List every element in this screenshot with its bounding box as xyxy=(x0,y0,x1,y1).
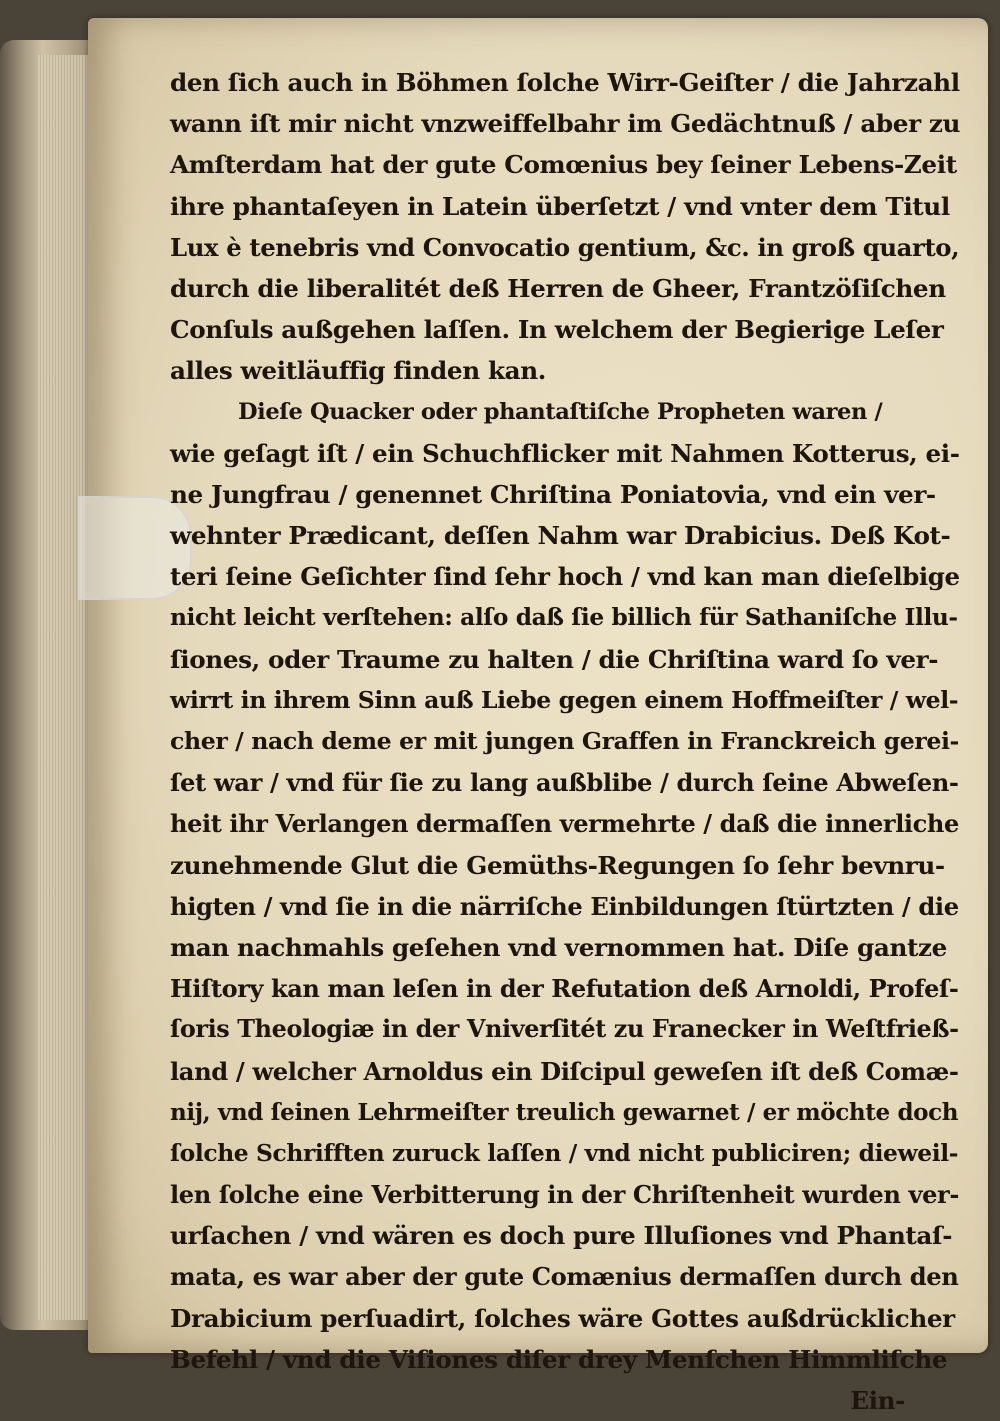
text-line: ſolche Schrifften zuruck laſſen / vnd nicht publiciren; dieweil- xyxy=(170,1138,959,1167)
text-line: den ſich auch in Böhmen ſolche Wirr-Geiſter / die Jahrzahl xyxy=(170,68,960,97)
text-line: mata, es war aber der gute Comænius dermaſſen durch den xyxy=(170,1262,959,1292)
text-line: ihre phantaſeyen in Latein überſetzt / vnd vnter dem Titul xyxy=(170,191,950,221)
text-line: land / welcher Arnoldus ein Diſcipul geweſen iſt deß Comæ- xyxy=(170,1056,959,1086)
text-line: len ſolche eine Verbitterung in der Chriſtenheit wurden ver- xyxy=(170,1180,959,1210)
text-line: ſet war / vnd für ſie zu lang außblibe / durch ſeine Abweſen- xyxy=(170,768,959,798)
text-line: wehnter Prædicant, deſſen Nahm war Drabicius. Deß Kot- xyxy=(170,521,951,551)
page-text xyxy=(170,62,970,1421)
text-line: heit ihr Verlangen dermaſſen vermehrte / daß die innerliche xyxy=(170,809,959,839)
text-line: teri ſeine Geſichter ſind ſehr hoch / vnd kan man dieſelbige xyxy=(170,562,960,592)
text-line: ſoris Theologiæ in der Vniverſitét zu Franecker in Weſtfrieß- xyxy=(170,1015,959,1044)
text-line: Befehl / vnd die Viſiones diſer drey Menſchen Himmliſche xyxy=(170,1344,948,1374)
text-line: man nachmahls geſehen vnd vernommen hat. Diſe gantze xyxy=(170,932,947,962)
text-line: zunehmende Glut die Gemüths-Regungen ſo ſehr bevnru- xyxy=(170,850,945,880)
text-line: cher / nach deme er mit jungen Graffen in Franckreich gerei- xyxy=(170,727,959,755)
text-line: urſachen / vnd wären es doch pure Illuſiones vnd Phantaſ- xyxy=(170,1221,953,1251)
text-line: Conſuls außgehen laſſen. In welchem der Begierige Leſer xyxy=(170,315,944,345)
text-line: alles weitläuffig finden kan. xyxy=(170,356,546,386)
text-line: nicht leicht verſtehen: alſo daß ſie billich für Sathaniſche Illu- xyxy=(170,604,958,632)
text-line: ne Jungfrau / genennet Chriſtina Poniatovia, vnd ein ver- xyxy=(170,479,936,509)
catchword: Ein- xyxy=(850,1386,905,1415)
text-line: nij, vnd ſeinen Lehrmeiſter treulich gewarnet / er möchte doch xyxy=(170,1098,959,1126)
paragraph-start-line: Dieſe Quacker oder phantaſtiſche Propheten waren / xyxy=(238,398,883,425)
text-line: Amſterdam hat der gute Comœnius bey ſeiner Lebens-Zeit xyxy=(170,150,957,180)
text-line: wann iſt mir nicht vnzweiffelbahr im Gedächtnuß / aber zu xyxy=(170,109,961,139)
text-line: higten / vnd ſie in die närriſche Einbildungen ſtürtzten / die xyxy=(170,891,959,921)
text-line: wirrt in ihrem Sinn auß Liebe gegen einem Hoffmeiſter / wel- xyxy=(170,685,959,714)
text-line: wie geſagt iſt / ein Schuchflicker mit Nahmen Kotterus, ei- xyxy=(170,438,960,468)
text-line: Lux è tenebris vnd Convocatio gentium, &c. in groß quarto, xyxy=(170,232,960,262)
text-line: Drabicium perſuadirt, ſolches wäre Gottes außdrücklicher xyxy=(170,1303,955,1333)
text-line: Hiſtory kan man leſen in der Refutation deß Arnoldi, Profeſ- xyxy=(170,974,959,1004)
text-line: durch die liberalitét deß Herren de Gheer, Frantzöſiſchen xyxy=(170,273,946,303)
text-line: ſiones, oder Traume zu halten / die Chriſtina ward ſo ver- xyxy=(170,644,939,674)
